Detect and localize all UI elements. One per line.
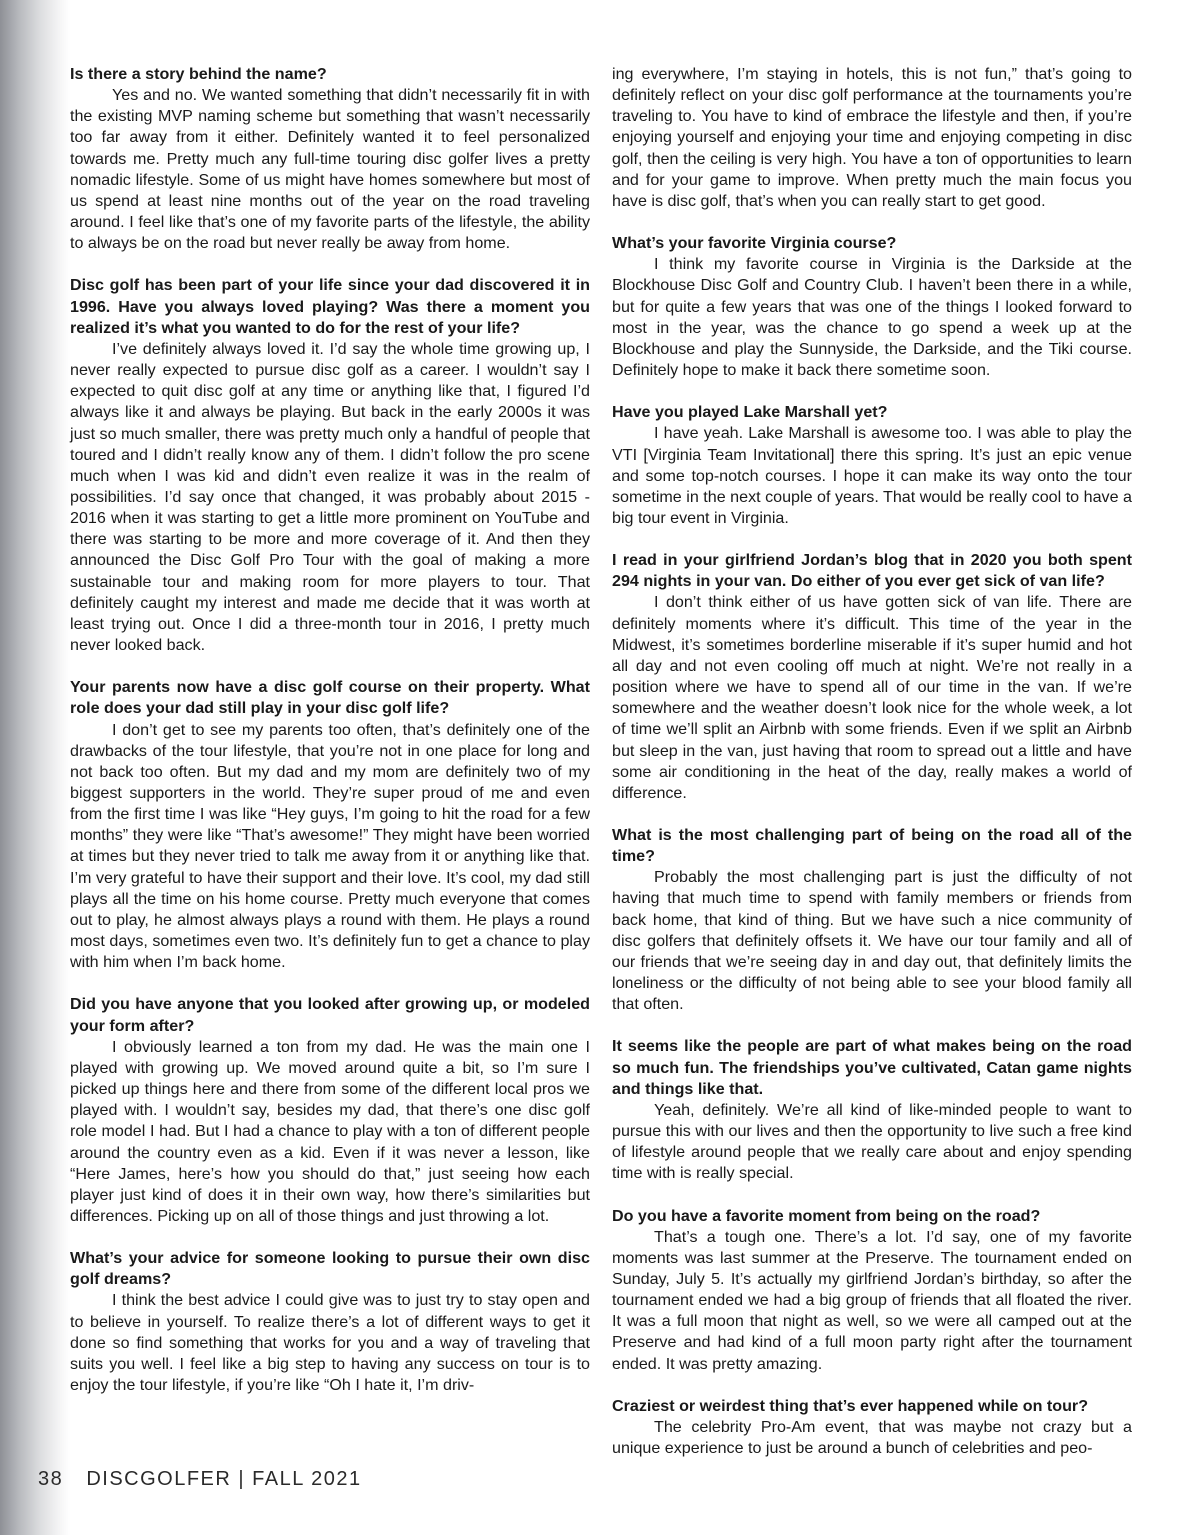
answer: I don’t get to see my parents too often, that’s definitely one of the drawbacks of the tour lifestyle, that you’re not in one place for long and not back too often. But my dad and my mom are definitely two of my biggest supporters in the world. They’re super proud of me and even from the first time I was like “Hey guys, I’m going to hit the road for a few months” they were like “That’s awesome!” They might have been worried at times but they never tried to talk me away from it or anything like that. I’m very grateful to have their support and their love. It’s cool, my dad still plays all the time on his home course. Pretty much everyone that comes out to play, he almost always plays a round with them. He plays a round most days, sometimes even two. It’s definitely fun to get a chance to play with him when I’m back home. [70,720,590,972]
left-column [70,64,590,1396]
answer: That’s a tough one. There’s a lot. I’d say, one of my favorite moments was last summer at the Preserve. The tournament ended on Sunday, July 5. It’s actually my girlfriend Jordan’s birthday, so after the tournament ended we had a big group of friends that all floated the river. It was a full moon that night as well, so we were all camped out at the Preserve and had kind of a full moon party right after the tournament ended. It was pretty amazing. [612,1227,1132,1373]
question: Your parents now have a disc golf course on their property. What role does your dad still play in your disc golf life? [70,678,590,718]
answer: Probably the most challenging part is just the difficulty of not having that much time to spend with family members or friends from back home, that kind of thing. But we have such a nice community of disc golfers that definitely offsets it. We have our tour family and all of our friends that we’re seeing day in and day out, that definitely limits the loneliness or the difficulty of not being able to see your blood family all that often. [612,868,1132,1014]
answer: I’ve definitely always loved it. I’d say the whole time growing up, I never really expected to pursue disc golf as a career. I wouldn’t say I expected to quit disc golf at any time or anything like that, I figured I’d always like it and always be playing. But back in the early 2000s it was just so much smaller, there was pretty much only a handful of people that toured and I didn’t really know any of them. I didn’t follow the pro scene much when I was kid and didn’t even realize it was in the realm of possibilities. I’d say once that changed, it was probably about 2015 - 2016 when it was starting to get a little more prominent on YouTube and there was starting to be more and more coverage of it. And then they announced the Disc Golf Pro Tour with the goal of making a more sustainable tour and making room for more players to tour. That definitely caught my interest and made me decide that it was worth at least trying out. Once I did a three-month tour in 2016, I pretty much never looked back. [70,339,590,655]
question: It seems like the people are part of what makes being on the road so much fun. The friendships you’ve cultivated, Catan game nights and things like that. [612,1037,1132,1098]
answer: I have yeah. Lake Marshall is awesome too. I was able to play the VTI [Virginia Team Invitational] there this spring. It’s just an epic venue and some top-notch courses. I hope it can make its way onto the tour sometime in the next couple of years. That would be really cool to have a big tour event in Virginia. [612,424,1132,527]
answer: I think my favorite course in Virginia is the Darkside at the Blockhouse Disc Golf and Country Club. I haven’t been there in a while, but for quite a few years that was one of the things I looked forward to most in the year, was the chance to go spend a week up at the Blockhouse and play the Sunnyside, the Darkside, and the Tiki course. Definitely hope to make it back there sometime soon. [612,255,1132,380]
question: Have you played Lake Marshall yet? [612,403,888,422]
answer: The celebrity Pro-Am event, that was maybe not crazy but a unique experience to just be around a bunch of celebrities and peo- [612,1417,1132,1458]
question: What is the most challenging part of being on the road all of the time? [612,826,1132,866]
answer: I don’t think either of us have gotten sick of van life. There are definitely moments where it’s difficult. This time of the year in the Midwest, it’s sometimes borderline miserable if it’s super humid and hot all day and not even cooling off much at night. We’re not really in a position where we have to spend all of our time in the van. If we’re somewhere and the weather doesn’t look nice for the whole week, a lot of time we’ll split an Airbnb with some friends. Even if we split an Airbnb but sleep in the van, just having that room to spread out a little and have some air conditioning in the heat of the day, really makes a world of difference. [612,593,1132,802]
answer: Yes and no. We wanted something that didn’t necessarily fit in with the existing MVP naming scheme but something that wasn’t necessarily too far away from it either. Definitely wanted it to feel personalized towards me. Pretty much any full-time touring disc golfer lives a pretty nomadic lifestyle. Some of us might have homes somewhere but most of us spend at least nine months out of the year on the road traveling around. I feel like that’s one of my favorite parts of the lifestyle, the ability to always be on the road but never really be away from home. [70,86,590,253]
question: Is there a story behind the name? [70,65,327,83]
question: Disc golf has been part of your life since your dad discovered it in 1996. Have you always loved playing? Was there a moment you realized it’s what you wanted to do for the rest of your life? [70,276,590,337]
question: What’s your favorite Virginia course? [612,234,897,253]
right-column [612,64,1132,1459]
question: I read in your girlfriend Jordan’s blog that in 2020 you both spent 294 nights in your van. Do either of you ever get sick of van life? [612,551,1132,591]
question: Do you have a favorite moment from being on the road? [612,1206,1041,1225]
publication-name: DISCGOLFER | FALL 2021 [86,1468,362,1490]
question: What’s your advice for someone looking to pursue their own disc golf dreams? [70,1249,590,1289]
continued-answer: ing everywhere, I’m staying in hotels, this is not fun,” that’s going to definitely reflect on your disc golf performance at the tournaments you’re traveling to. You have to kind of embrace the lifestyle and then, if you’re enjoying yourself and enjoying your time and enjoying competing in disc golf, then the ceiling is very high. You have a ton of opportunities to learn and for your game to improve. When pretty much the main focus you have is disc golf, that’s when you can really start to get good. [612,65,1132,210]
page-footer [38,1468,362,1491]
question: Did you have anyone that you looked after growing up, or modeled your form after? [70,995,590,1035]
question: Craziest or weirdest thing that’s ever happened while on tour? [612,1396,1089,1415]
answer: I think the best advice I could give was to just try to stay open and to believe in yourself. To realize there’s a lot of different ways to get it done so find something that works for you and a way of traveling that suits you well. I feel like a big step to having any success on tour is to enjoy the tour lifestyle, if you’re like “Oh I hate it, I’m driv- [70,1291,590,1395]
answer: Yeah, definitely. We’re all kind of like-minded people to want to pursue this with our lives and then the opportunity to live such a free kind of lifestyle around people that we really care about and enjoy spending time with is really special. [612,1100,1132,1183]
answer: I obviously learned a ton from my dad. He was the main one I played with growing up. We moved around quite a bit, so I’m sure I picked up things here and there from some of the different local pros we played with. I wouldn’t say, besides my dad, that there’s one disc golf role model I had. But I had a chance to play with a ton of different people around the country even as a kid. Even if it was never a lesson, like “Here James, here’s how you should do that,” just seeing how each player just kind of does it in their own way, how there’s similarities but differences. Picking up on all of those things and just throwing a lot. [70,1037,590,1225]
page-number: 38 [38,1468,64,1490]
